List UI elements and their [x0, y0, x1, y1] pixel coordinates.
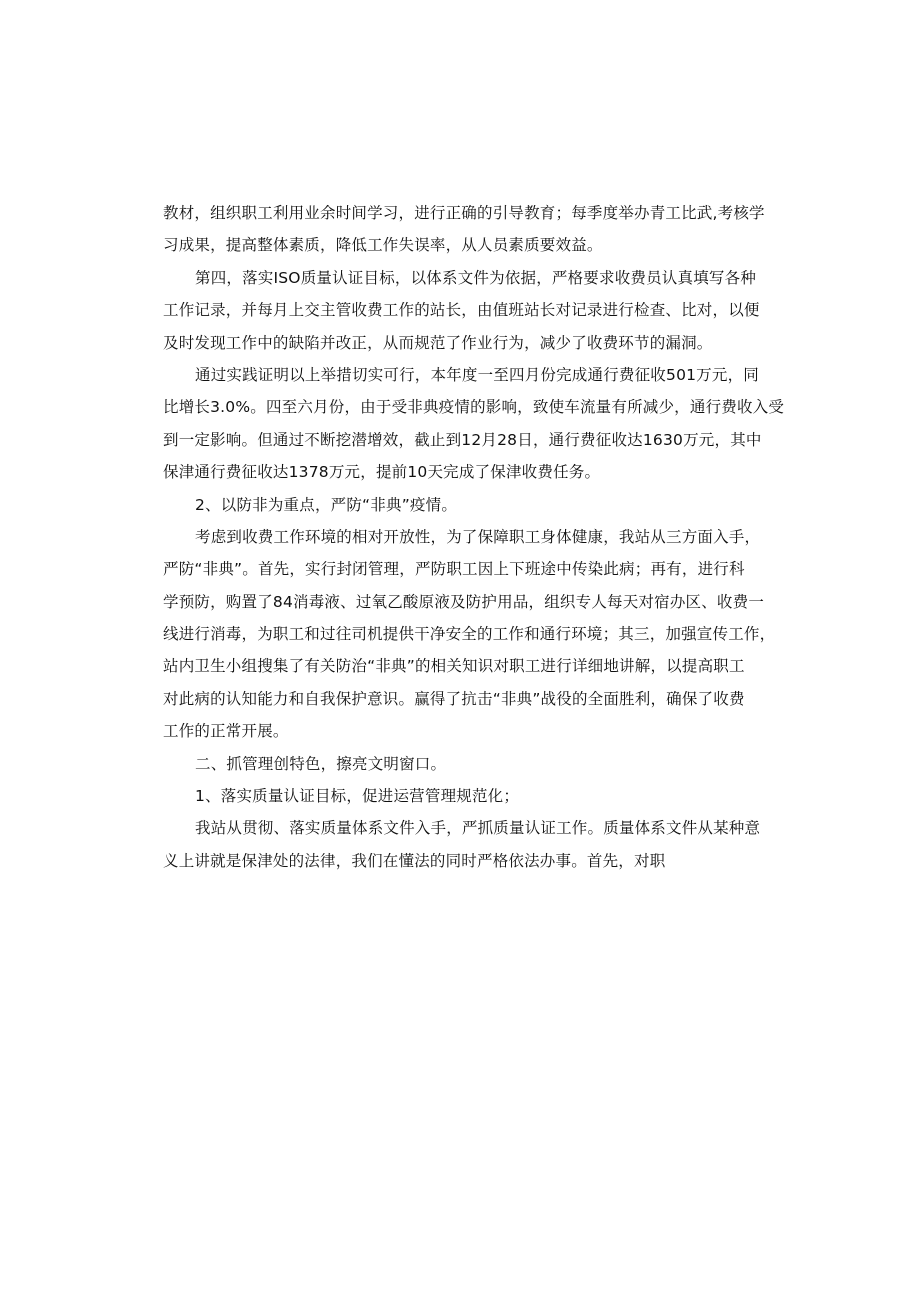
text-line: 到一定影响。但通过不断挖潜增效，截止到12月28日，通行费征收达1630万元，其中: [163, 430, 762, 449]
text-line: 第四，落实ISO质量认证目标，以体系文件为依据，严格要求收费员认真填写各种: [195, 268, 757, 287]
text-line: 线进行消毒，为职工和过往司机提供干净安全的工作和通行环境；其三，加强宣传工作，: [163, 625, 776, 644]
text-line: 及时发现工作中的缺陷并改正，从而规范了作业行为，减少了收费环节的漏洞。: [163, 333, 713, 352]
text-line: 习成果，提高整体素质，降低工作失误率，从人员素质要效益。: [163, 236, 603, 255]
text-line: 严防“非典”。首先，实行封闭管理，严防职工因上下班途中传染此病；再有，进行科: [163, 560, 745, 579]
text-line: 考虑到收费工作环境的相对开放性，为了保障职工身体健康，我站从三方面入手，: [195, 527, 761, 546]
text-line: 教材，组织职工利用业余时间学习，进行正确的引导教育；每季度举办青工比武,考核学: [163, 204, 765, 222]
text-line: 工作的正常开展。: [163, 722, 289, 741]
section-heading: 2、以防非为重点，严防“非典”疫情。: [195, 495, 458, 514]
text-line: 比增长3.0%。四至六月份，由于受非典疫情的影响，致使车流量有所减少，通行费收入受: [163, 398, 785, 417]
text-line: 我站从贯彻、落实质量体系文件入手，严抓质量认证工作。质量体系文件从某种意: [195, 819, 761, 838]
text-line: 工作记录，并每月上交主管收费工作的站长，由值班站长对记录进行检查、比对，以便: [163, 301, 760, 320]
document-body: [163, 197, 785, 877]
text-line: 义上讲就是保津处的法律，我们在懂法的同时严格依法办事。首先，对职: [163, 851, 666, 870]
text-line: 保津通行费征收达1378万元，提前10天完成了保津收费任务。: [163, 463, 601, 482]
body-text: [163, 197, 785, 877]
text-line: 学预防，购置了84消毒液、过氧乙酸原液及防护用品，组织专人每天对宿办区、收费一: [163, 592, 765, 611]
text-line: 站内卫生小组搜集了有关防治“非典”的相关知识对职工进行详细地讲解，以提高职工: [163, 657, 745, 676]
text-line: 对此病的认知能力和自我保护意识。赢得了抗击“非典”战役的全面胜利，确保了收费: [163, 689, 745, 708]
section-heading: 二、抓管理创特色，擦亮文明窗口。: [195, 754, 447, 773]
section-heading: 1、落实质量认证目标，促进运营管理规范化；: [195, 787, 520, 806]
text-line: 通过实践证明以上举措切实可行，本年度一至四月份完成通行费征收501万元，同: [195, 365, 759, 384]
